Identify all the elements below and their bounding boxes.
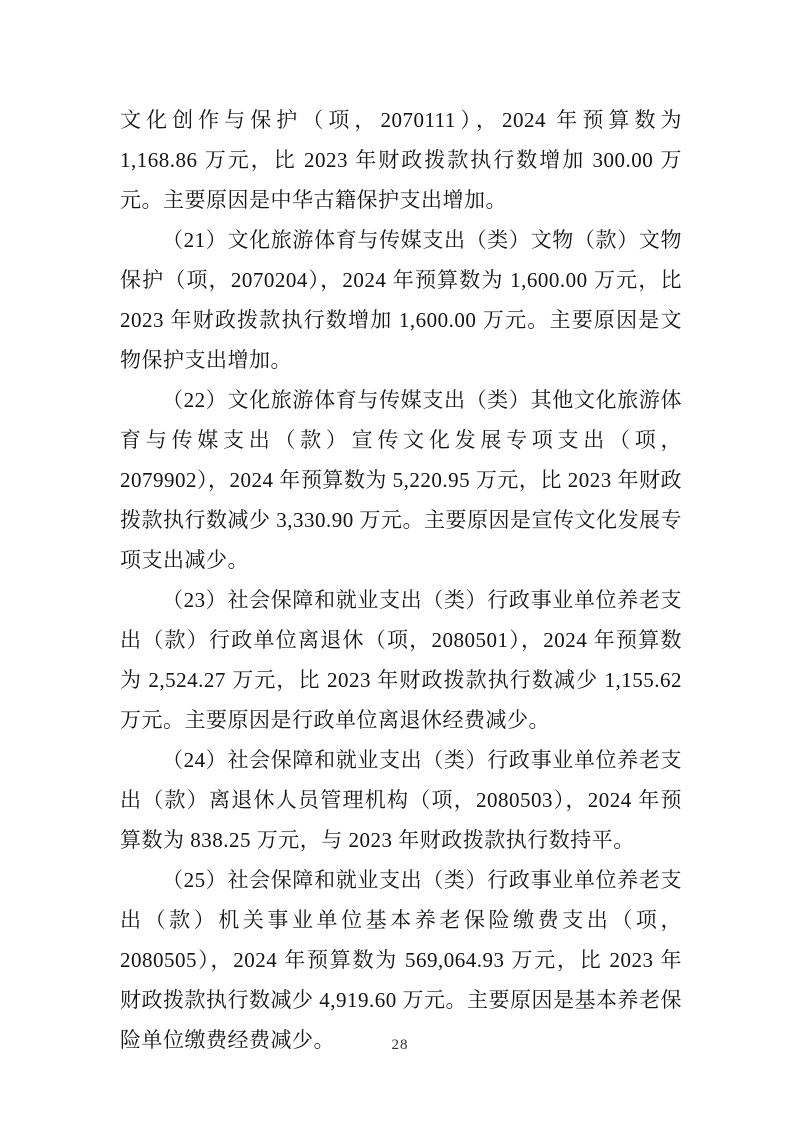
page-footer [0, 1036, 800, 1054]
page-number: 28 [391, 1037, 409, 1053]
paragraph-item-23: （23）社会保障和就业支出（类）行政事业单位养老支出（款）行政单位离退休（项，2080501），2024 年预算数为 2,524.27 万元，比 2023 年财政拨款执行数减少 1,155.62 万元。主要原因是行政单位离退休经费减少。 [120, 588, 682, 732]
paragraph-item-24: （24）社会保障和就业支出（类）行政事业单位养老支出（款）离退休人员管理机构（项，2080503），2024 年预算数为 838.25 万元，与 2023 年财政拨款执行数持平。 [120, 748, 682, 852]
paragraph-item-25: （25）社会保障和就业支出（类）行政事业单位养老支出（款）机关事业单位基本养老保险缴费支出（项，2080505），2024 年预算数为 569,064.93 万元，比 2023 年财政拨款执行数减少 4,919.60 万元。主要原因是基本养老保险单位缴费经费减少。 [120, 868, 682, 1052]
paragraph-item-22: （22）文化旅游体育与传媒支出（类）其他文化旅游体育与传媒支出（款）宣传文化发展专项支出（项，2079902），2024 年预算数为 5,220.95 万元，比 2023 年财政拨款执行数减少 3,330.90 万元。主要原因是宣传文化发展专项支出减少。 [120, 388, 682, 572]
paragraph-continuation: 文化创作与保护（项，2070111），2024 年预算数为 1,168.86 万元，比 2023 年财政拨款执行数增加 300.00 万元。主要原因是中华古籍保护支出增加。 [120, 108, 682, 212]
document-body [120, 100, 682, 1060]
paragraph-item-21: （21）文化旅游体育与传媒支出（类）文物（款）文物保护（项，2070204），2024 年预算数为 1,600.00 万元，比 2023 年财政拨款执行数增加 1,600.00 万元。主要原因是文物保护支出增加。 [120, 228, 682, 372]
